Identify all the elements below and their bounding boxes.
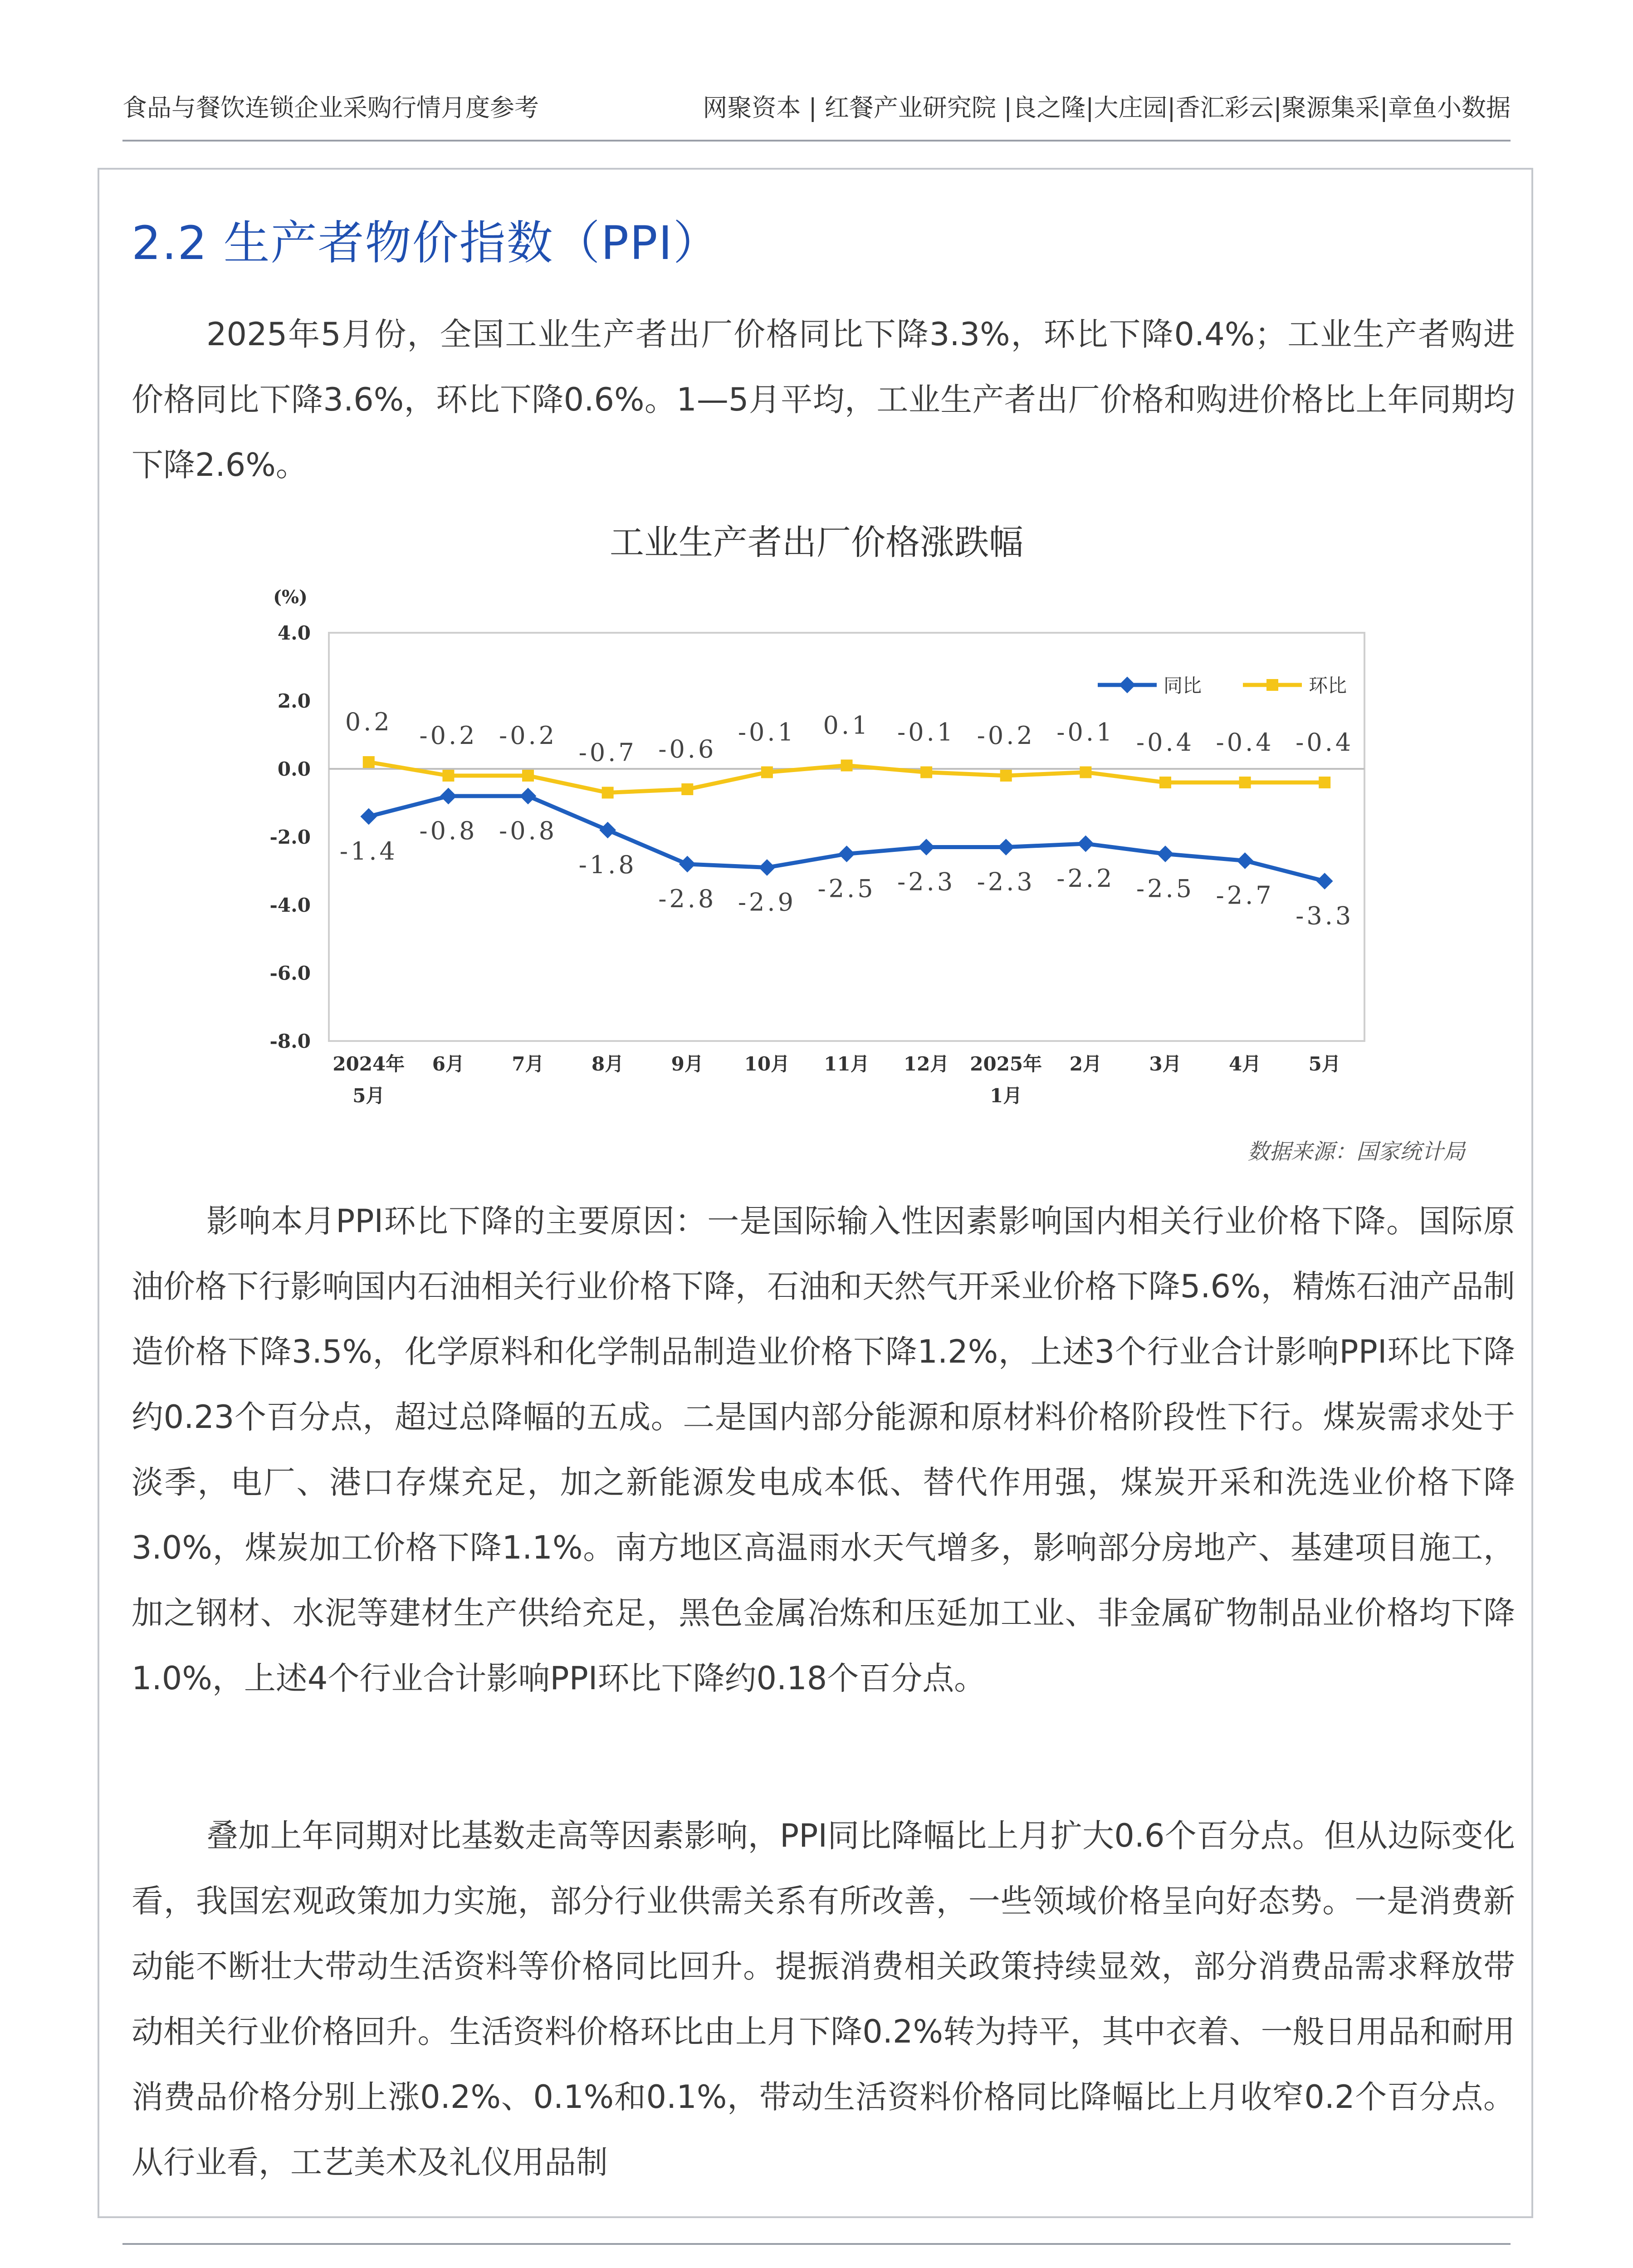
mom-data-label: 0.2 [345,708,392,736]
y-tick-label: -8.0 [269,1030,311,1052]
x-tick-label: 2024年 [332,1053,405,1075]
yoy-data-label: -3.3 [1296,901,1354,930]
x-tick-label: 2025年 [970,1053,1042,1075]
yoy-data-label: -2.5 [817,874,876,903]
mom-data-label: -0.2 [977,721,1035,750]
mom-data-label: -0.1 [897,718,956,747]
mom-point [920,767,932,778]
mom-data-label: -0.2 [499,721,557,750]
x-tick-label: 5月 [352,1085,385,1107]
mom-point [1159,777,1171,788]
y-tick-label: -2.0 [269,826,311,848]
source-note: 数据来源：国家统计局 [1247,1139,1465,1164]
mom-point [1319,777,1330,788]
yoy-data-label: -2.3 [977,867,1035,896]
x-tick-label: 6月 [432,1053,465,1075]
mom-point [681,783,693,795]
mom-data-label: -0.4 [1136,728,1195,757]
x-tick-label: 5月 [1308,1053,1341,1075]
y-tick-label: -4.0 [269,894,311,916]
mom-data-label: -0.7 [578,738,637,767]
mom-point [602,787,614,799]
header-report-title: 食品与餐饮连锁企业采购行情月度参考 [122,93,539,122]
ppi-line-chart [0,572,1633,1129]
yoy-data-label: -0.8 [499,816,557,845]
mom-data-label: -0.1 [1056,718,1115,747]
y-axis-unit: (%) [273,587,308,608]
mom-point [1080,767,1091,778]
yoy-data-label: -2.7 [1216,881,1274,910]
mom-point [442,770,454,782]
y-tick-label: -6.0 [269,962,311,984]
yoy-data-label: -1.4 [339,837,398,865]
chart-title: 工业生产者出厂价格涨跌幅 [610,522,1023,562]
yoy-data-label: -2.8 [658,885,717,913]
yoy-data-label: -2.2 [1056,864,1115,893]
yoy-data-label: -2.3 [897,867,956,896]
mom-data-label: -0.1 [738,718,796,747]
plot-area [329,633,1364,1041]
x-tick-label: 12月 [903,1053,949,1075]
y-tick-label: 4.0 [277,622,311,644]
mom-point [841,760,853,772]
legend-label-yoy: 同比 [1164,675,1202,697]
x-tick-label: 10月 [744,1053,790,1075]
legend-label-mom: 环比 [1309,675,1347,697]
mom-data-label: 0.1 [823,711,870,740]
x-tick-label: 7月 [512,1053,544,1075]
paragraph-mom-decline-reasons: 影响本月PPI环比下降的主要原因：一是国际输入性因素影响国内相关行业价格下降。国际原油价格下行影响国内石油相关行业价格下降，石油和天然气开采业价格下降5.6%，精炼石油产品制造价格下降3.5%，化学原料和化学制品制造业价格下降1.2%，上述3个行业合计影响PPI环比下降约0.23个百分点，超过总降幅的五成。二是国内部分能源和原材料价格阶段性下行。煤炭需求处于淡季，电厂、港口存煤充足，加之新能源发电成本低、替代作用强，煤炭开采和洗选业价格下降3.0%，煤炭加工价格下降1.1%。南方地区高温雨水天气增多，影响部分房地产、基建项目施工，加之钢材、水泥等建材生产供给充足，黑色金属冶炼和压延加工业、非金属矿物制品业价格均下降1.0%，上述4个行业合计影响PPI环比下降约0.18个百分点。 [132,1202,1515,1697]
header-publishers: 网聚资本 | 红餐产业研究院 |良之隆|大庄园|香汇彩云|聚源集采|章鱼小数据 [703,93,1511,122]
header-divider [122,140,1511,142]
x-tick-label: 2月 [1069,1053,1102,1075]
legend-marker-mom [1266,679,1278,691]
yoy-data-label: -0.8 [419,816,478,845]
mom-data-label: -0.4 [1296,728,1354,757]
mom-point [363,756,375,768]
y-tick-label: 0.0 [277,758,311,780]
x-tick-label: 1月 [990,1085,1022,1107]
x-tick-label: 3月 [1149,1053,1182,1075]
footer-divider [122,2243,1511,2245]
yoy-data-label: -2.5 [1136,874,1195,903]
yoy-data-label: -1.8 [578,850,637,879]
mom-point [1239,777,1251,788]
yoy-data-label: -2.9 [738,888,796,917]
mom-data-label: -0.4 [1216,728,1274,757]
x-tick-label: 9月 [671,1053,704,1075]
x-tick-label: 11月 [824,1053,870,1075]
mom-point [761,767,773,778]
paragraph-yoy-analysis: 叠加上年同期对比基数走高等因素影响，PPI同比降幅比上月扩大0.6个百分点。但从边际变化看，我国宏观政策加力实施，部分行业供需关系有所改善，一些领域价格呈向好态势。一是消费新动能不断壮大带动生活资料等价格同比回升。提振消费相关政策持续显效，部分消费品需求释放带动相关行业价格回升。生活资料价格环比由上月下降0.2%转为持平，其中衣着、一般日用品和耐用消费品价格分别上涨0.2%、0.1%和0.1%，带动生活资料价格同比降幅比上月收窄0.2个百分点。从行业看，工艺美术及礼仪用品制 [132,1817,1515,2181]
paragraph-ppi-summary: 2025年5月份，全国工业生产者出厂价格同比下降3.3%，环比下降0.4%；工业生产者购进价格同比下降3.6%，环比下降0.6%。1—5月平均，工业生产者出厂价格和购进价格比上年同期均下降2.6%。 [132,316,1515,484]
mom-data-label: -0.2 [419,721,478,750]
section-title: 2.2 生产者物价指数（PPI） [132,216,720,270]
mom-data-label: -0.6 [658,735,717,763]
x-tick-label: 4月 [1228,1053,1261,1075]
page-header [122,88,1511,123]
x-tick-label: 8月 [592,1053,624,1075]
mom-point [522,770,534,782]
y-tick-label: 2.0 [277,690,311,712]
mom-point [1000,770,1012,782]
